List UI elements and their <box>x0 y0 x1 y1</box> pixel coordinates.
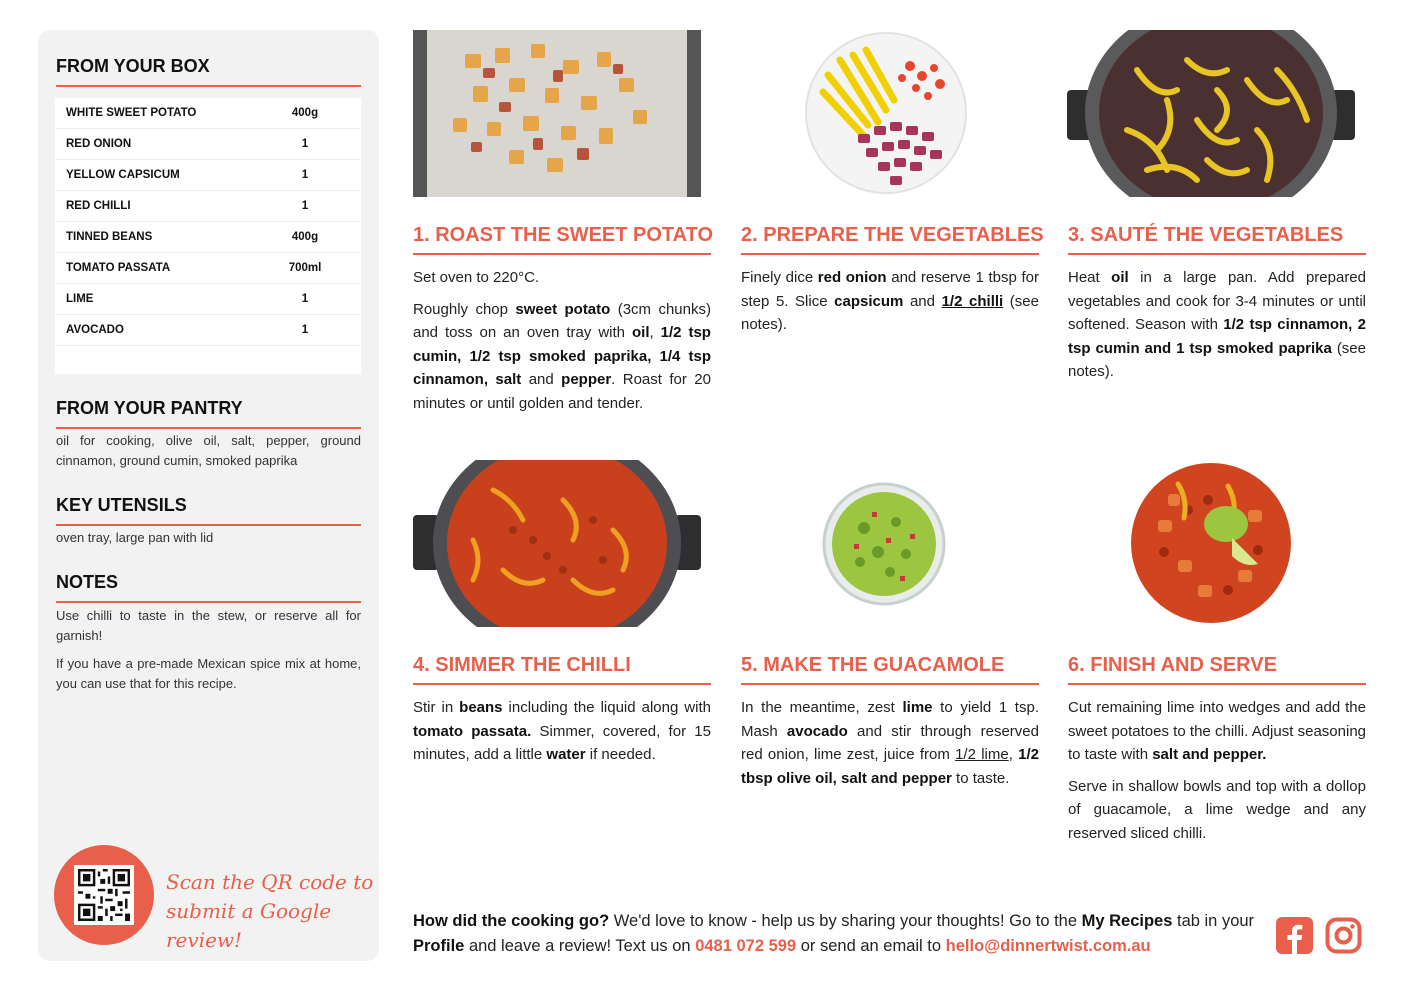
step-1-body <box>413 266 711 423</box>
ingredient-highlight: capsicum <box>834 292 904 310</box>
ingredient-name: TOMATO PASSATA <box>66 262 171 274</box>
step-4-body <box>413 696 711 775</box>
ingredient-qty: 700ml <box>288 262 322 274</box>
step-6-title: 6. FINISH AND SERVE <box>1068 654 1366 685</box>
step-3-body <box>1068 266 1366 392</box>
photo-roasted-sweet-potato <box>413 30 701 197</box>
sidebar <box>38 30 379 961</box>
facebook-icon[interactable] <box>1276 917 1313 954</box>
step-5-para-1 <box>741 696 1039 790</box>
ingredient-name: RED CHILLI <box>66 200 131 212</box>
step-5-title: 5. MAKE THE GUACAMOLE <box>741 654 1039 685</box>
ingredient-highlight: 1/2 tsp cumin, 1/2 tsp smoked paprika, 1/4 tsp cinnamon, salt <box>413 324 711 388</box>
step-1-para-2 <box>413 298 711 416</box>
step-6-para-1 <box>1068 696 1366 767</box>
ingredient-highlight: beans <box>459 699 503 716</box>
step-5-body <box>741 696 1039 798</box>
ingredient-name: YELLOW CAPSICUM <box>66 169 180 181</box>
text: and <box>521 371 562 388</box>
step-4-title: 4. SIMMER THE CHILLI <box>413 654 711 685</box>
step-3-title: 3. SAUTÉ THE VEGETABLES <box>1068 224 1366 255</box>
ingredient-qty: 1 <box>301 293 309 305</box>
phone-link[interactable]: 0481 072 599 <box>695 937 797 955</box>
text: In the meantime, zest <box>741 699 903 716</box>
text: and <box>903 292 942 310</box>
ingredient-highlight: avocado <box>786 722 848 740</box>
ingredient-qty: 1 <box>301 324 309 336</box>
text: We'd love to know - help us by sharing your thoughts! Go to the <box>609 912 1082 930</box>
photo-sauteed-vegetables <box>1067 30 1355 197</box>
note-2: If you have a pre-made Mexican spice mix at home, you can use that for this recipe. <box>56 656 361 691</box>
text: Heat <box>1068 269 1112 286</box>
ingredient-highlight: tomato passata. <box>413 722 532 740</box>
text: (see notes). <box>741 292 1039 333</box>
text: Cut remaining lime into wedges and add the sweet potatoes to the chilli. Adjust seasoning to taste with <box>1068 699 1366 763</box>
text: and stir through reserved red onion, lime zest, juice from <box>741 722 1039 763</box>
ingredient-highlight: oil <box>1111 269 1129 286</box>
ingredient-row <box>55 191 361 222</box>
qr-code-icon[interactable] <box>74 865 134 925</box>
qr-prompt-line-2: submit a Google review! <box>166 899 332 952</box>
ingredient-row <box>55 222 361 253</box>
text: to yield 1 tsp. Mash <box>741 699 1039 740</box>
ingredient-highlight: oil <box>631 324 650 341</box>
step-6-para-2: Serve in shallow bowls and top with a dollop of guacamole, a lime wedge and any reserved sliced chilli. <box>1068 777 1366 842</box>
qr-review-prompt <box>166 868 379 955</box>
text: and leave a review! Text us on <box>464 937 696 955</box>
text: (see notes). <box>1068 339 1366 380</box>
ingredient-row <box>55 253 361 284</box>
text: or send an email to <box>796 937 946 955</box>
step-1-title: 1. ROAST THE SWEET POTATO <box>413 224 711 255</box>
pantry-text: oil for cooking, olive oil, salt, pepper, ground cinnamon, ground cumin, smoked paprika <box>56 433 361 468</box>
ingredient-highlight: 1/2 tsp cinnamon, 2 tsp cumin and 1 tsp smoked paprika <box>1068 316 1366 357</box>
qr-prompt-line-1: Scan the QR code to <box>166 870 374 894</box>
text: if needed. <box>585 746 656 763</box>
ingredient-row <box>55 160 361 191</box>
step-4-para-1 <box>413 696 711 767</box>
email-link[interactable]: hello@dinnertwist.com.au <box>945 937 1151 955</box>
from-your-pantry-heading: FROM YOUR PANTRY <box>56 398 361 429</box>
ingredient-highlight: 1/2 tbsp olive oil, salt and pepper <box>741 746 1039 787</box>
ingredient-qty: 1 <box>301 169 309 181</box>
text: (3cm chunks) and toss on an oven tray with <box>413 300 711 341</box>
ingredient-highlight: red onion <box>817 269 887 286</box>
ingredient-highlight: sweet potato <box>515 300 611 318</box>
step-2-title: 2. PREPARE THE VEGETABLES <box>741 224 1039 255</box>
text: tab in your <box>1172 912 1255 930</box>
text: to taste. <box>951 769 1010 787</box>
note-1: Use chilli to taste in the stew, or reserve all for garnish! <box>56 608 361 643</box>
profile-label: Profile <box>413 937 465 955</box>
ingredient-name: TINNED BEANS <box>66 231 153 243</box>
photo-guacamole <box>820 482 948 606</box>
text: Simmer, covered, for 15 minutes, add a little <box>413 722 711 763</box>
ingredient-row <box>55 315 361 346</box>
ingredient-highlight: salt and pepper. <box>1152 746 1267 763</box>
photo-chilli-serving <box>1128 460 1294 626</box>
ingredient-name: RED ONION <box>66 138 132 150</box>
my-recipes-label: My Recipes <box>1081 912 1173 930</box>
ingredient-qty: 400g <box>291 231 319 243</box>
text: Finely dice <box>741 269 818 286</box>
notes-heading: NOTES <box>56 572 361 603</box>
footer-question: How did the cooking go? <box>413 912 610 930</box>
text: Roughly chop <box>413 300 516 318</box>
ingredients-table <box>55 98 361 374</box>
text: Stir in <box>413 699 460 716</box>
ingredient-highlight: 1/2 lime <box>955 746 1009 763</box>
step-3-para-1 <box>1068 266 1366 384</box>
text: . Roast for 20 minutes or until golden and tender. <box>413 371 711 412</box>
ingredient-qty: 1 <box>301 138 309 150</box>
feedback-footer <box>413 909 1273 959</box>
ingredient-name: WHITE SWEET POTATO <box>66 107 197 119</box>
key-utensils-heading: KEY UTENSILS <box>56 495 361 526</box>
ingredient-row <box>55 284 361 315</box>
utensils-text: oven tray, large pan with lid <box>56 530 214 545</box>
step-6-body <box>1068 696 1366 853</box>
ingredient-row <box>55 129 361 160</box>
ingredient-name: LIME <box>66 293 94 305</box>
step-1-para-1: Set oven to 220°C. <box>413 269 540 286</box>
step-2-para-1 <box>741 266 1039 337</box>
text: and reserve 1 tbsp for step 5. Slice <box>741 269 1039 310</box>
text: , <box>1008 746 1019 763</box>
ingredient-qty: 1 <box>301 200 309 212</box>
qr-code-badge[interactable] <box>54 845 154 945</box>
photo-prepared-vegetables <box>798 30 974 197</box>
ingredient-highlight: lime <box>902 699 933 716</box>
ingredient-name: AVOCADO <box>66 324 124 336</box>
ingredient-row <box>55 98 361 129</box>
photo-simmering-chilli <box>413 460 701 627</box>
text: including the liquid along with <box>502 699 711 716</box>
ingredient-highlight: pepper <box>561 371 612 388</box>
from-your-box-heading: FROM YOUR BOX <box>56 56 361 87</box>
ingredient-qty: 400g <box>291 107 319 119</box>
ingredient-highlight: 1/2 chilli <box>941 292 1004 310</box>
text: in a large pan. Add prepared vegetables and cook for 3-4 minutes or until softened. Season with <box>1068 269 1366 333</box>
text: , <box>649 324 661 341</box>
instagram-icon[interactable] <box>1325 917 1362 954</box>
ingredient-highlight: water <box>546 746 586 763</box>
step-2-body <box>741 266 1039 345</box>
